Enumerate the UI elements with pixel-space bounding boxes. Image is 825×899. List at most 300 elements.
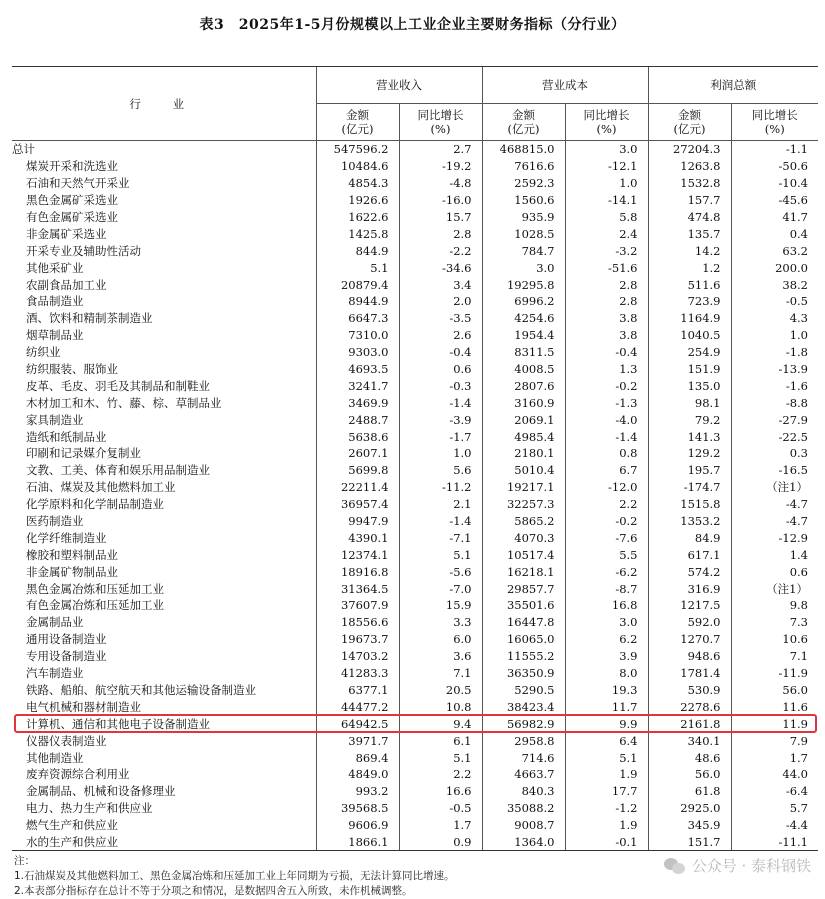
profit-amount-cell: 27204.3 [648,141,731,158]
cost-amount-cell: 840.3 [482,783,565,800]
industry-name: 总计 [12,142,35,157]
profit-amount-cell: 1040.5 [648,327,731,344]
profit-amount-cell: 316.9 [648,580,731,597]
amount-label: 金额 [346,108,369,122]
cost-amount-cell: 5290.5 [482,682,565,699]
profit-growth-cell: -4.7 [731,513,818,530]
revenue-amount-cell: 869.4 [316,749,399,766]
revenue-amount-cell: 22211.4 [316,479,399,496]
industry-name: 文教、工美、体育和娱乐用品制造业 [26,463,210,478]
cost-amount-header [482,104,565,141]
profit-growth-cell: 10.6 [731,631,818,648]
profit-growth-cell: -50.6 [731,158,818,175]
table-row [12,783,818,800]
table-row [12,445,818,462]
revenue-amount-cell: 9606.9 [316,817,399,834]
table-row [12,732,818,749]
cost-growth-cell: -12.0 [565,479,648,496]
industry-name: 煤炭开采和洗选业 [26,159,118,174]
cost-amount-cell: 3.0 [482,259,565,276]
cost-growth-cell: -0.1 [565,834,648,851]
cost-growth-cell: 3.0 [565,141,648,158]
table-row [12,665,818,682]
cost-growth-cell: 3.9 [565,648,648,665]
revenue-amount-cell: 4849.0 [316,766,399,783]
total-row [12,141,818,158]
table-row [12,361,818,378]
revenue-growth-cell: 1.7 [399,817,482,834]
cost-amount-cell: 8311.5 [482,344,565,361]
table-row [12,462,818,479]
table-row [12,259,818,276]
revenue-growth-cell: -3.5 [399,310,482,327]
industry-name: 废弃资源综合利用业 [26,767,130,782]
cost-amount-cell: 468815.0 [482,141,565,158]
industry-name: 铁路、船舶、航空航天和其他运输设备制造业 [26,682,256,697]
cost-amount-cell: 4070.3 [482,529,565,546]
revenue-amount-cell: 1866.1 [316,834,399,851]
profit-amount-cell: 723.9 [648,293,731,310]
revenue-growth-cell: -2.2 [399,242,482,259]
profit-growth-cell: -10.4 [731,175,818,192]
profit-growth-cell: -11.1 [731,834,818,851]
cost-amount-cell: 35088.2 [482,800,565,817]
cost-growth-cell: 8.0 [565,665,648,682]
profit-amount-cell: 511.6 [648,276,731,293]
table-row [12,715,818,732]
revenue-growth-cell: 2.8 [399,225,482,242]
profit-growth-cell: -13.9 [731,361,818,378]
revenue-amount-cell: 18916.8 [316,563,399,580]
industry-name: 计算机、通信和其他电子设备制造业 [26,716,210,731]
table-row [12,698,818,715]
revenue-amount-cell: 6647.3 [316,310,399,327]
table-row [12,648,818,665]
table-row [12,428,818,445]
profit-amount-cell: 61.8 [648,783,731,800]
revenue-growth-cell: -11.2 [399,479,482,496]
revenue-growth-cell: -1.4 [399,513,482,530]
industry-name: 橡胶和塑料制品业 [26,547,118,562]
revenue-amount-cell: 4390.1 [316,529,399,546]
industry-name: 黑色金属矿采选业 [26,193,118,208]
revenue-growth-cell: 2.2 [399,766,482,783]
cost-amount-cell: 784.7 [482,242,565,259]
profit-growth-cell: 38.2 [731,276,818,293]
watermark-text: 公众号 · 泰科钢铁 [691,857,811,875]
cost-amount-cell: 935.9 [482,209,565,226]
cost-amount-cell: 4663.7 [482,766,565,783]
industry-name: 黑色金属冶炼和压延加工业 [26,581,164,596]
industry-name: 纺织服装、服饰业 [26,362,118,377]
cost-amount-cell: 2069.1 [482,411,565,428]
profit-growth-cell: 9.8 [731,597,818,614]
profit-amount-cell: 129.2 [648,445,731,462]
revenue-growth-cell: -5.6 [399,563,482,580]
cost-growth-cell: 1.9 [565,766,648,783]
profit-amount-header [648,104,731,141]
revenue-growth-cell: -1.4 [399,394,482,411]
profit-growth-cell: 4.3 [731,310,818,327]
industry-name: 造纸和纸制品业 [26,429,107,444]
table-row [12,597,818,614]
cost-growth-cell: 6.2 [565,631,648,648]
profit-growth-cell: -4.4 [731,817,818,834]
table-row [12,293,818,310]
revenue-amount-cell: 37607.9 [316,597,399,614]
cost-growth-cell: -51.6 [565,259,648,276]
profit-growth-cell: 41.7 [731,209,818,226]
amount-label: (亿元) [507,122,540,136]
growth-label: 同比增长 [417,108,464,122]
table-row [12,800,818,817]
profit-growth-cell: 11.9 [731,715,818,732]
revenue-growth-cell: 7.1 [399,665,482,682]
revenue-amount-cell: 9947.9 [316,513,399,530]
revenue-amount-cell: 14703.2 [316,648,399,665]
table-row [12,580,818,597]
industry-name: 食品制造业 [26,294,84,309]
cost-growth-cell: -1.4 [565,428,648,445]
cost-growth-cell: 9.9 [565,715,648,732]
profit-growth-cell: -45.6 [731,192,818,209]
cost-growth-cell: -6.2 [565,563,648,580]
industry-name: 汽车制造业 [26,666,84,681]
profit-amount-cell: 1164.9 [648,310,731,327]
profit-growth-cell: 7.9 [731,732,818,749]
cost-amount-cell: 35501.6 [482,597,565,614]
profit-growth-cell: -27.9 [731,411,818,428]
cost-amount-cell: 5010.4 [482,462,565,479]
revenue-amount-cell: 1622.6 [316,209,399,226]
profit-amount-cell: -174.7 [648,479,731,496]
revenue-header: 营业收入 [316,67,482,104]
profit-amount-cell: 1515.8 [648,496,731,513]
industry-name: 金属制品业 [26,615,84,630]
revenue-amount-cell: 41283.3 [316,665,399,682]
industry-name: 金属制品、机械和设备修理业 [26,784,176,799]
profit-amount-cell: 1263.8 [648,158,731,175]
cost-growth-cell: 1.0 [565,175,648,192]
profit-growth-cell: 1.4 [731,546,818,563]
profit-amount-cell: 14.2 [648,242,731,259]
profit-growth-cell: 63.2 [731,242,818,259]
industry-name: 酒、饮料和精制茶制造业 [26,311,153,326]
revenue-growth-cell: 6.0 [399,631,482,648]
table-row [12,817,818,834]
cost-amount-cell: 19295.8 [482,276,565,293]
revenue-amount-cell: 1926.6 [316,192,399,209]
profit-growth-cell: -11.9 [731,665,818,682]
revenue-amount-cell: 31364.5 [316,580,399,597]
cost-growth-cell: 5.5 [565,546,648,563]
revenue-amount-cell: 12374.1 [316,546,399,563]
cost-growth-cell: 3.8 [565,327,648,344]
profit-growth-cell: 0.3 [731,445,818,462]
revenue-growth-cell: 5.6 [399,462,482,479]
cost-amount-cell: 2180.1 [482,445,565,462]
profit-amount-cell: 2925.0 [648,800,731,817]
profit-amount-cell: 141.3 [648,428,731,445]
industry-name: 印刷和记录媒介复制业 [26,446,141,461]
industry-name: 化学原料和化学制品制造业 [26,497,164,512]
profit-growth-cell: 56.0 [731,682,818,699]
cost-growth-cell: 17.7 [565,783,648,800]
cost-amount-cell: 38423.4 [482,698,565,715]
industry-name: 家具制造业 [26,412,84,427]
profit-growth-cell: 7.3 [731,614,818,631]
cost-growth-cell: -1.2 [565,800,648,817]
profit-amount-cell: 48.6 [648,749,731,766]
revenue-growth-cell: 15.9 [399,597,482,614]
industry-name: 通用设备制造业 [26,632,107,647]
industry-name: 化学纤维制造业 [26,530,107,545]
profit-amount-cell: 157.7 [648,192,731,209]
cost-amount-cell: 6996.2 [482,293,565,310]
cost-growth-cell: 11.7 [565,698,648,715]
revenue-growth-cell: 2.7 [399,141,482,158]
profit-growth-cell: 1.7 [731,749,818,766]
cost-amount-cell: 16447.8 [482,614,565,631]
profit-amount-cell: 474.8 [648,209,731,226]
profit-growth-cell: -16.5 [731,462,818,479]
profit-growth-cell: -6.4 [731,783,818,800]
cost-amount-cell: 1028.5 [482,225,565,242]
profit-header: 利润总额 [648,67,818,104]
industry-name: 其他制造业 [26,750,84,765]
cost-amount-cell: 32257.3 [482,496,565,513]
industry-header: 行 业 [12,67,316,141]
revenue-amount-cell: 3971.7 [316,732,399,749]
revenue-growth-cell: -34.6 [399,259,482,276]
cost-growth-cell: 6.7 [565,462,648,479]
cost-amount-cell: 1364.0 [482,834,565,851]
revenue-amount-cell: 18556.6 [316,614,399,631]
cost-amount-cell: 1560.6 [482,192,565,209]
industry-name: 非金属矿物制品业 [26,564,118,579]
note-2: 2.本表部分指标存在总计不等于分项之和情况，是数据四舍五入所致，未作机械调整。 [14,885,413,897]
cost-growth-cell: -0.2 [565,377,648,394]
revenue-growth-cell: 1.0 [399,445,482,462]
revenue-growth-cell: 10.8 [399,698,482,715]
revenue-amount-cell: 547596.2 [316,141,399,158]
cost-amount-cell: 4008.5 [482,361,565,378]
profit-amount-cell: 151.9 [648,361,731,378]
industry-name: 木材加工和木、竹、藤、棕、草制品业 [26,395,222,410]
profit-growth-cell: -22.5 [731,428,818,445]
revenue-amount-cell: 7310.0 [316,327,399,344]
amount-label: 金额 [512,108,535,122]
revenue-growth-cell: 2.0 [399,293,482,310]
revenue-amount-cell: 3241.7 [316,377,399,394]
cost-growth-cell: 16.8 [565,597,648,614]
cost-growth-cell: -4.0 [565,411,648,428]
revenue-growth-cell: 9.4 [399,715,482,732]
wechat-icon [664,857,686,875]
cost-growth-cell: -12.1 [565,158,648,175]
table-row [12,479,818,496]
revenue-amount-cell: 993.2 [316,783,399,800]
profit-amount-cell: 592.0 [648,614,731,631]
cost-growth-cell: -14.1 [565,192,648,209]
profit-amount-cell: 254.9 [648,344,731,361]
revenue-amount-cell: 5.1 [316,259,399,276]
cost-growth-cell: 2.2 [565,496,648,513]
revenue-amount-cell: 10484.6 [316,158,399,175]
cost-amount-cell: 11555.2 [482,648,565,665]
revenue-growth-cell: 6.1 [399,732,482,749]
cost-amount-cell: 3160.9 [482,394,565,411]
table-row [12,310,818,327]
profit-amount-cell: 135.7 [648,225,731,242]
table-row [12,834,818,851]
profit-amount-cell: 574.2 [648,563,731,580]
table-title: 表3 2025年1-5月份规模以上工业企业主要财务指标（分行业） [199,17,626,33]
revenue-amount-cell: 1425.8 [316,225,399,242]
revenue-growth-cell: -3.9 [399,411,482,428]
profit-growth-cell: 0.6 [731,563,818,580]
revenue-amount-cell: 3469.9 [316,394,399,411]
cost-amount-cell: 19217.1 [482,479,565,496]
revenue-amount-cell: 8944.9 [316,293,399,310]
table-row [12,563,818,580]
revenue-amount-cell: 39568.5 [316,800,399,817]
cost-amount-cell: 16218.1 [482,563,565,580]
revenue-amount-cell: 44477.2 [316,698,399,715]
industry-name: 燃气生产和供应业 [26,818,118,833]
industry-name: 电气机械和器材制造业 [26,699,141,714]
revenue-growth-cell: 2.6 [399,327,482,344]
table-row [12,276,818,293]
cost-amount-cell: 2592.3 [482,175,565,192]
profit-amount-cell: 1532.8 [648,175,731,192]
cost-amount-cell: 2807.6 [482,377,565,394]
revenue-growth-cell: -4.8 [399,175,482,192]
profit-amount-cell: 1781.4 [648,665,731,682]
industry-name: 水的生产和供应业 [12,834,316,851]
table-row [12,192,818,209]
profit-growth-cell: 44.0 [731,766,818,783]
profit-amount-cell: 948.6 [648,648,731,665]
revenue-amount-cell: 6377.1 [316,682,399,699]
revenue-amount-cell: 4693.5 [316,361,399,378]
profit-growth-cell: -8.8 [731,394,818,411]
revenue-growth-cell: -19.2 [399,158,482,175]
profit-amount-cell: 98.1 [648,394,731,411]
industry-name: 医药制造业 [26,514,84,529]
table-row [12,496,818,513]
industry-name: 石油和天然气开采业 [26,176,130,191]
profit-amount-cell: 340.1 [648,732,731,749]
profit-amount-cell: 1353.2 [648,513,731,530]
revenue-amount-cell: 5638.6 [316,428,399,445]
industry-name: 农副食品加工业 [26,277,107,292]
revenue-growth-cell: 3.4 [399,276,482,293]
revenue-growth-cell: 15.7 [399,209,482,226]
cost-growth-cell: 2.4 [565,225,648,242]
profit-growth-cell: -12.9 [731,529,818,546]
cost-amount-cell: 714.6 [482,749,565,766]
growth-label: 同比增长 [751,108,798,122]
revenue-amount-cell: 2607.1 [316,445,399,462]
profit-growth-cell: -1.1 [731,141,818,158]
table-row [12,546,818,563]
profit-growth-cell: 7.1 [731,648,818,665]
revenue-growth-cell: -7.1 [399,529,482,546]
profit-amount-cell: 530.9 [648,682,731,699]
revenue-amount-cell: 9303.0 [316,344,399,361]
revenue-growth-header [399,104,482,141]
profit-amount-cell: 195.7 [648,462,731,479]
industry-name: 非金属矿采选业 [26,226,107,241]
note-1: 1.石油煤炭及其他燃料加工、黑色金属冶炼和压延加工业上年同期为亏损，无法计算同比增速。 [14,870,455,882]
revenue-amount-cell: 20879.4 [316,276,399,293]
table-row [12,631,818,648]
industry-name: 开采专业及辅助性活动 [26,243,141,258]
industry-name: 仪器仪表制造业 [26,733,107,748]
profit-growth-cell: （注1） [731,580,818,597]
growth-label: (%) [764,122,785,136]
cost-growth-cell: 1.3 [565,361,648,378]
table-row [12,529,818,546]
table-row [12,344,818,361]
cost-amount-cell: 9008.7 [482,817,565,834]
table-row [12,682,818,699]
cost-amount-cell: 16065.0 [482,631,565,648]
table-row [12,377,818,394]
profit-amount-cell: 84.9 [648,529,731,546]
industry-name: 有色金属冶炼和压延加工业 [26,598,164,613]
profit-amount-cell: 56.0 [648,766,731,783]
cost-growth-cell: -3.2 [565,242,648,259]
revenue-growth-cell: -0.5 [399,800,482,817]
growth-label: (%) [596,122,617,136]
table-row [12,175,818,192]
profit-growth-cell: （注1） [731,479,818,496]
note-heading: 注： [14,855,35,867]
revenue-growth-cell: 2.1 [399,496,482,513]
profit-amount-cell: 1217.5 [648,597,731,614]
table-row [12,158,818,175]
profit-growth-cell: 5.7 [731,800,818,817]
cost-amount-cell: 1954.4 [482,327,565,344]
cost-growth-cell: -0.4 [565,344,648,361]
industry-name: 其他采矿业 [26,260,84,275]
revenue-growth-cell: 0.9 [399,834,482,851]
cost-growth-cell: -8.7 [565,580,648,597]
revenue-growth-cell: -1.7 [399,428,482,445]
profit-growth-cell: -0.5 [731,293,818,310]
cost-growth-cell: 2.8 [565,276,648,293]
cost-growth-cell: 6.4 [565,732,648,749]
table-row [12,766,818,783]
table-row [12,513,818,530]
table-body [12,141,818,851]
cost-growth-cell: -0.2 [565,513,648,530]
cost-growth-cell: 5.1 [565,749,648,766]
table-row [12,411,818,428]
revenue-growth-cell: -0.3 [399,377,482,394]
profit-amount-cell: 2161.8 [648,715,731,732]
industry-name: 纺织业 [26,345,61,360]
footnotes [14,854,455,899]
revenue-growth-cell: -16.0 [399,192,482,209]
profit-growth-cell: 0.4 [731,225,818,242]
cost-amount-cell: 4254.6 [482,310,565,327]
revenue-amount-cell: 64942.5 [316,715,399,732]
profit-amount-cell: 2278.6 [648,698,731,715]
cost-amount-cell: 4985.4 [482,428,565,445]
